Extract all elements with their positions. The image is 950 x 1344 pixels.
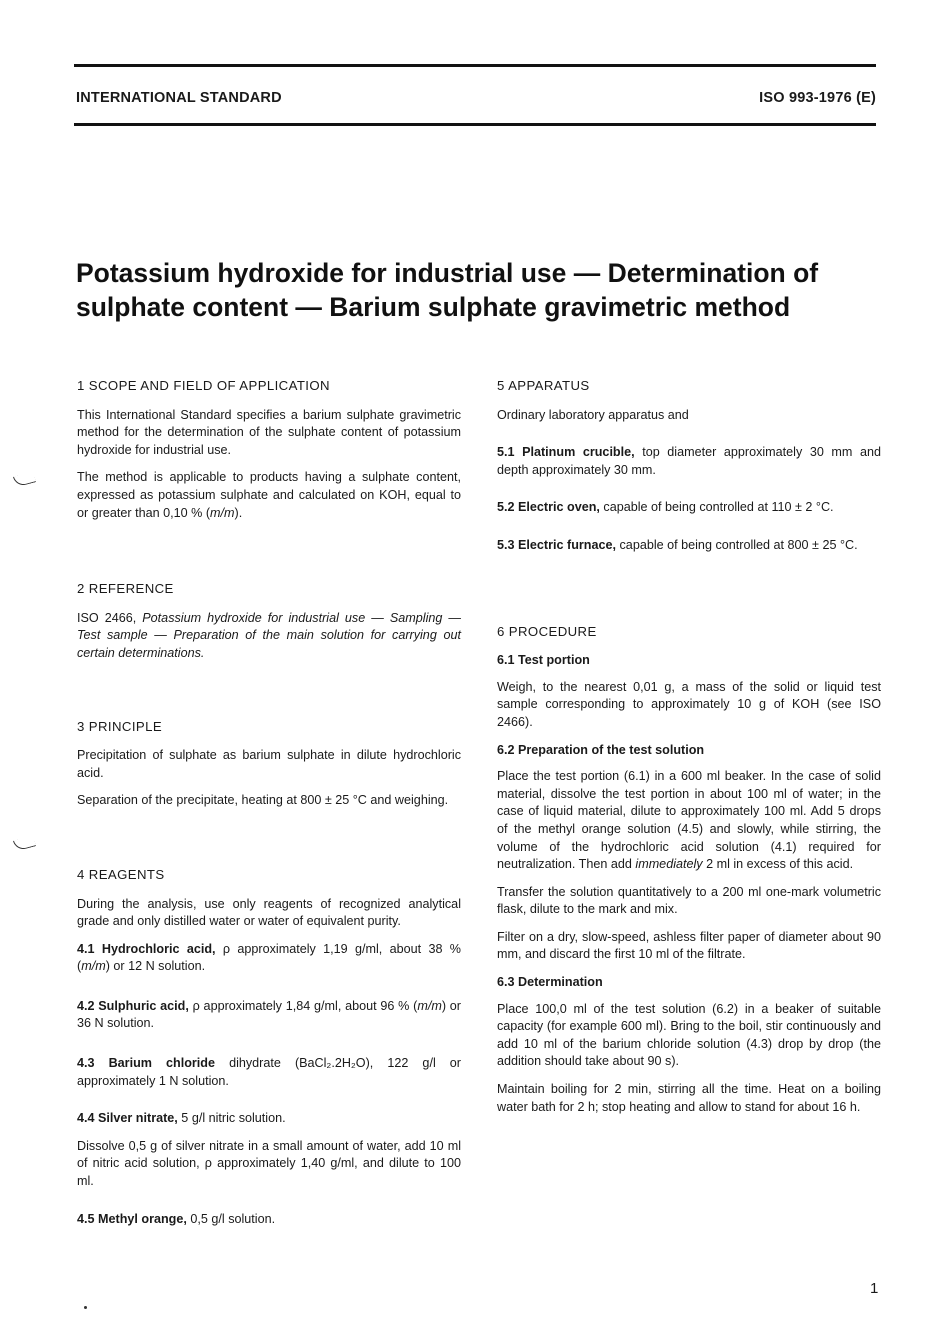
label: 5.2 Electric oven,: [497, 500, 600, 515]
section-6-heading: 6 PROCEDURE: [497, 623, 597, 639]
unit: m/m: [210, 505, 235, 520]
text: top diameter approximately 30 mm and depth approximately 30 mm.: [497, 445, 881, 477]
section-3-para-2: Separation of the precipitate, heating at 800 ± 25 °C and weighing.: [77, 793, 449, 808]
apparatus-5-3: [497, 537, 881, 555]
text: capable of being controlled at 110 ± 2 °C.: [599, 500, 834, 515]
text: ) or 12 N solution.: [105, 959, 206, 974]
top-rule: [74, 64, 876, 67]
text: capable of being controlled at 800 ± 25 °C.: [616, 537, 858, 552]
text: 5 g/l nitric solution.: [177, 1111, 286, 1126]
reference-title: Potassium hydroxide for industrial use — Sampling — Test sample — Preparation of the main solution for carrying out certain determinations.: [77, 610, 461, 660]
subsection-6-2-para-1: [497, 768, 881, 874]
header-rule: [74, 123, 876, 126]
subsection-6-3-para-2: Maintain boiling for 2 min, stirring all the time. Heat on a boiling water bath for 2 h; stop heating and allow to stand for about 16 h.: [497, 1082, 881, 1114]
section-5-para-1: Ordinary laboratory apparatus and: [497, 407, 689, 422]
label: 5.3 Electric furnace,: [497, 537, 617, 552]
subsection-6-3-heading: 6.3 Determination: [497, 975, 603, 990]
section-4-heading: 4 REAGENTS: [77, 866, 165, 882]
reagent-4-4-para-2: Dissolve 0,5 g of silver nitrate in a small amount of water, add 10 ml of nitric acid solution, ρ approximately 1,40 g/ml, and dilute to 100 ml.: [77, 1138, 461, 1189]
label: 5.1 Platinum crucible,: [497, 445, 635, 460]
apparatus-5-1: [497, 444, 881, 479]
label: 4.5 Methyl orange,: [77, 1211, 187, 1226]
subsection-6-1-heading: 6.1 Test portion: [497, 653, 590, 668]
apparatus-5-2: [497, 499, 881, 517]
reagent-4-5: [77, 1211, 461, 1229]
label: 4.4 Silver nitrate,: [77, 1111, 178, 1126]
text: ρ approximately 1,84 g/ml, about 96 % (: [188, 998, 418, 1013]
reagent-4-1: [77, 941, 461, 976]
text: Place the test portion (6.1) in a 600 ml beaker. In the case of solid material, dissolve the test portion in about 100 ml of water; in the case of liquid material, dilute to approximately 100 ml. Add 5 drops of the methyl orange solution (4.5) and slowly, while stirring, the volume of the hydrochloric acid solution (4.1) required for neutralization. Then add: [497, 769, 881, 872]
label: 4.1 Hydrochloric acid,: [77, 941, 216, 956]
text: ) or 36 N solution.: [77, 998, 461, 1031]
label: 4.2 Sulphuric acid,: [77, 998, 189, 1013]
subsection-6-2-para-2: Transfer the solution quantitatively to a 200 ml one-mark volumetric flask, dilute to the mark and mix.: [497, 884, 881, 917]
unit: m/m: [81, 959, 106, 974]
text: The method is applicable to products having a sulphate content, expressed as potassium sulphate and calculated on KOH, equal to or greater than 0,10 % (: [77, 470, 461, 520]
emphasis: immediately: [635, 857, 703, 872]
section-2-para-1: [77, 610, 461, 663]
section-5-heading: 5 APPARATUS: [497, 378, 590, 393]
text: dihydrate (BaCl₂.2H₂O), 122 g/l or approximately 1 N solution.: [77, 1056, 461, 1088]
right-column: [497, 377, 881, 1126]
section-1-para-1: This International Standard specifies a barium sulphate gravimetric method for the determination of the sulphate content of potassium hydroxide for industrial use.: [77, 407, 461, 457]
unit: m/m: [417, 998, 442, 1013]
text: 0,5 g/l solution.: [186, 1211, 276, 1226]
subsection-6-2-para-3: Filter on a dry, slow-speed, ashless filter paper of diameter about 90 mm, and discard the first 10 ml of the filtrate.: [497, 929, 881, 962]
header-left: INTERNATIONAL STANDARD: [76, 90, 282, 106]
title-line-2: sulphate content — Barium sulphate gravimetric method: [76, 292, 791, 322]
subsection-6-3-para-1: Place 100,0 ml of the test solution (6.2) in a beaker of suitable capacity (for example 600 ml). Bring to the boil, stir continuously and add 10 ml of the barium chloride solution (4.3) drop by drop (the addition should take about 90 s).: [497, 1001, 881, 1069]
page-number: 1: [870, 1280, 879, 1297]
header-right: ISO 993-1976 (E): [759, 90, 876, 106]
page-title: [76, 256, 876, 324]
text: 2 ml in excess of this acid.: [702, 857, 854, 872]
subsection-6-1-para-1: Weigh, to the nearest 0,01 g, a mass of the solid or liquid test sample corresponding to approximately 10 g of KOH (see ISO 2466).: [497, 679, 881, 729]
section-1-para-2: [77, 469, 461, 522]
text: ).: [234, 505, 243, 520]
reagent-4-3: [77, 1055, 461, 1090]
subsection-6-2-heading: 6.2 Preparation of the test solution: [497, 742, 705, 757]
section-2-heading: 2 REFERENCE: [77, 581, 174, 597]
text: ISO 2466,: [77, 610, 143, 625]
left-column: [77, 377, 461, 1238]
reagent-4-2: [77, 998, 461, 1033]
title-line-1: Potassium hydroxide for industrial use — Determination of: [76, 258, 819, 288]
reagent-4-4: [77, 1110, 461, 1128]
section-3-para-1: Precipitation of sulphate as barium sulphate in dilute hydrochloric acid.: [77, 748, 461, 780]
scan-dot: [84, 1306, 87, 1309]
text: ρ approximately 1,19 g/ml, about 38 % (: [77, 941, 461, 974]
margin-mark-1: [13, 471, 36, 487]
margin-mark-2: [13, 835, 36, 851]
label: 4.3 Barium chloride: [77, 1056, 216, 1071]
section-3-heading: 3 PRINCIPLE: [77, 718, 163, 734]
section-1-heading: 1 SCOPE AND FIELD OF APPLICATION: [77, 378, 330, 393]
section-4-para-1: During the analysis, use only reagents of recognized analytical grade and only distilled water or water of equivalent purity.: [77, 896, 461, 929]
